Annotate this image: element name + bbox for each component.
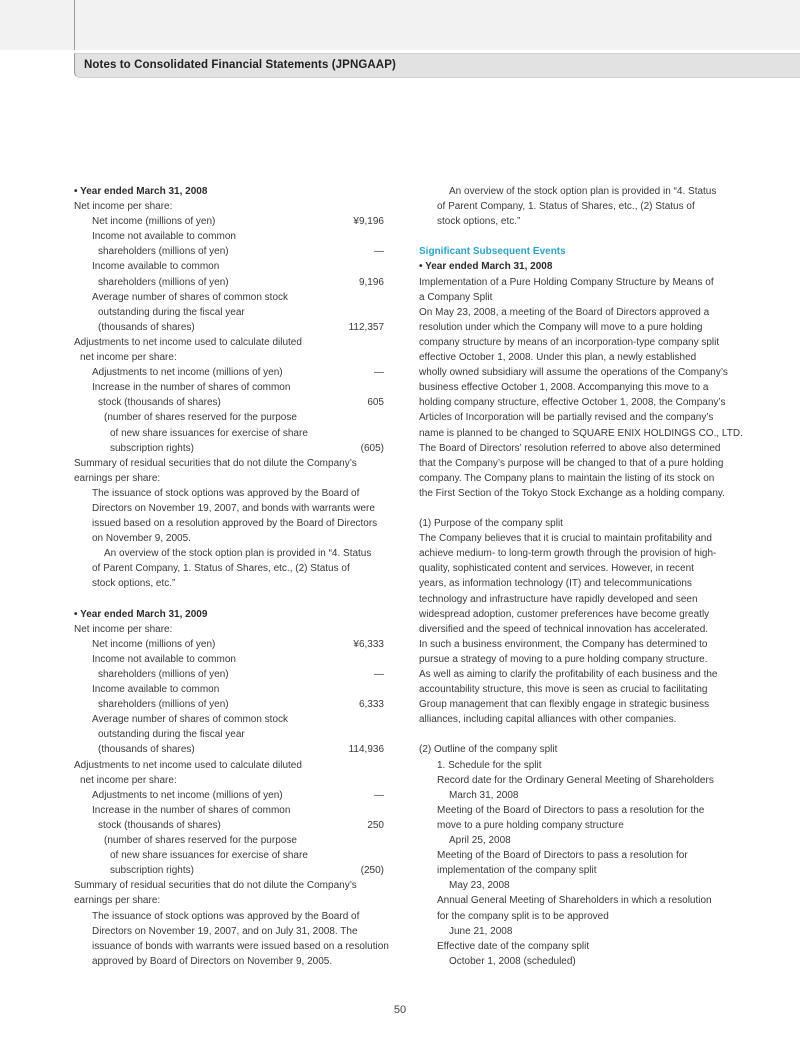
- left-line: [74, 833, 384, 848]
- left-column: [74, 184, 389, 969]
- line-text: In such a business environment, the Company has determined to: [419, 638, 708, 650]
- right-line: [419, 561, 729, 576]
- line-text: accountability structure, this move is seen as crucial to facilitating: [419, 684, 708, 696]
- left-line: [74, 561, 384, 576]
- line-text: Income not available to common: [92, 653, 236, 665]
- line-text: Annual General Meeting of Shareholders in which a resolution: [437, 895, 712, 907]
- right-line: [419, 803, 729, 818]
- right-line: [419, 592, 729, 607]
- right-line: [419, 622, 729, 637]
- line-text: Income not available to common: [92, 231, 236, 243]
- line-text: The Company believes that it is crucial to maintain profitability and: [419, 533, 712, 545]
- left-line: [74, 803, 384, 818]
- line-value: ¥6,333: [353, 638, 384, 650]
- line-text: Directors on November 19, 2007, and bonds with warrants were: [92, 502, 375, 514]
- line-text: 1. Schedule for the split: [437, 759, 542, 771]
- line-value: —: [374, 367, 384, 379]
- line-text: Net income (millions of yen): [92, 638, 216, 650]
- line-text: diversified and the speed of technical innovation has accelerated.: [419, 623, 709, 635]
- right-line: [419, 335, 729, 350]
- left-line: [74, 909, 384, 924]
- right-line: [419, 546, 729, 561]
- right-line: [419, 350, 729, 365]
- page-number: 50: [393, 1004, 407, 1016]
- line-text: Effective date of the company split: [437, 940, 590, 952]
- left-line: [74, 441, 384, 456]
- left-line: [74, 365, 384, 380]
- line-text: (thousands of shares): [98, 321, 195, 333]
- right-line: [419, 486, 729, 501]
- line-text: Income available to common: [92, 684, 220, 696]
- line-text: An overview of the stock option plan is provided in “4. Status: [449, 186, 717, 197]
- right-line: [419, 199, 729, 214]
- left-line: [74, 380, 384, 395]
- right-line: [419, 637, 729, 652]
- right-line: [419, 893, 729, 908]
- left-line: [74, 516, 384, 531]
- left-line: [74, 275, 384, 290]
- line-text: October 1, 2008 (scheduled): [449, 955, 576, 967]
- right-line: [419, 516, 729, 531]
- top-band: [0, 0, 800, 50]
- line-text: Adjustments to net income used to calculate diluted: [74, 759, 302, 771]
- line-text: Directors on November 19, 2007, and on July 31, 2008. The: [92, 925, 358, 937]
- line-text: outstanding during the fiscal year: [98, 306, 245, 318]
- right-line: [419, 742, 729, 757]
- right-line: [419, 380, 729, 395]
- line-text: The issuance of stock options was approved by the Board of: [92, 487, 360, 499]
- line-text: Average number of shares of common stock: [92, 291, 289, 303]
- left-line: [74, 697, 384, 712]
- right-column: [419, 184, 743, 969]
- line-text: implementation of the company split: [437, 865, 597, 877]
- left-line: [74, 863, 384, 878]
- line-text: a Company Split: [419, 291, 493, 303]
- left-line: [74, 456, 384, 471]
- line-text: of new share issuances for exercise of share: [110, 850, 308, 862]
- left-line: [74, 727, 384, 742]
- line-text: Net income per share:: [74, 201, 173, 213]
- line-value: 605: [367, 397, 384, 409]
- right-line: [419, 682, 729, 697]
- right-line: [419, 214, 729, 229]
- line-text: Meeting of the Board of Directors to pass a resolution for: [437, 850, 688, 862]
- line-text: March 31, 2008: [449, 789, 519, 801]
- left-line: [74, 758, 384, 773]
- right-line: [419, 954, 729, 969]
- line-text: Income available to common: [92, 261, 220, 273]
- line-text: that the Company’s purpose will be changed to that of a pure holding: [419, 457, 724, 469]
- left-line: [74, 818, 384, 833]
- right-line: [419, 365, 729, 380]
- left-line: [74, 788, 384, 803]
- left-line: [74, 501, 384, 516]
- line-text: approved by Board of Directors on November 9, 2005.: [92, 955, 333, 967]
- line-text: Net income (millions of yen): [92, 216, 216, 228]
- line-value: (250): [360, 865, 384, 877]
- left-line: [74, 259, 384, 274]
- left-line: [74, 893, 384, 908]
- line-text: stock options, etc.”: [437, 216, 521, 228]
- right-line: [419, 320, 729, 335]
- line-text: move to a pure holding company structure: [437, 819, 624, 831]
- right-line: [419, 727, 729, 742]
- line-text: Summary of residual securities that do not dilute the Company’s: [74, 457, 357, 469]
- line-text: net income per share:: [80, 352, 177, 364]
- line-text: (thousands of shares): [98, 744, 195, 756]
- line-value: 9,196: [358, 276, 384, 288]
- line-text: shareholders (millions of yen): [98, 276, 229, 288]
- right-line: [419, 456, 729, 471]
- right-line: [419, 863, 729, 878]
- right-line: [419, 531, 729, 546]
- line-text: (1) Purpose of the company split: [419, 518, 563, 530]
- line-text: • Year ended March 31, 2009: [74, 608, 208, 620]
- right-line: [419, 410, 729, 425]
- left-line: [74, 229, 384, 244]
- left-line: [74, 471, 384, 486]
- line-text: of new share issuances for exercise of share: [110, 427, 308, 439]
- left-line: [74, 773, 384, 788]
- left-line: [74, 622, 384, 637]
- line-text: technology and infrastructure have rapidly developed and seen: [419, 593, 698, 605]
- line-text: subscription rights): [110, 442, 194, 454]
- left-line: [74, 878, 384, 893]
- line-text: May 23, 2008: [449, 880, 510, 892]
- line-text: Adjustments to net income (millions of yen): [92, 789, 283, 801]
- left-line: [74, 667, 384, 682]
- left-line: [74, 410, 384, 425]
- left-line: [74, 426, 384, 441]
- line-value: ¥9,196: [353, 216, 384, 228]
- line-text: shareholders (millions of yen): [98, 246, 229, 258]
- right-line: [419, 244, 729, 259]
- line-text: alliances, including capital alliances with other companies.: [419, 714, 677, 726]
- line-text: Meeting of the Board of Directors to pass a resolution for the: [437, 804, 705, 816]
- line-text: • Year ended March 31, 2008: [419, 261, 553, 273]
- line-text: stock (thousands of shares): [98, 397, 221, 409]
- line-text: earnings per share:: [74, 895, 161, 907]
- line-text: of Parent Company, 1. Status of Shares, etc., (2) Status of: [92, 563, 350, 575]
- left-line: [74, 652, 384, 667]
- line-text: holding company structure, effective October 1, 2008, the Company’s: [419, 397, 726, 409]
- left-line: [74, 214, 384, 229]
- line-value: —: [374, 669, 384, 680]
- line-text: Group management that can flexibly engage in strategic business: [419, 699, 710, 711]
- line-text: company. The Company plans to maintain the listing of its stock on: [419, 472, 715, 484]
- line-value: 6,333: [358, 699, 384, 711]
- right-line: [419, 758, 729, 773]
- right-line: [419, 395, 729, 410]
- line-text: shareholders (millions of yen): [98, 669, 229, 680]
- line-text: The issuance of stock options was approved by the Board of: [92, 910, 360, 922]
- line-value: 112,357: [348, 321, 384, 333]
- right-line: [419, 909, 729, 924]
- left-line: [74, 184, 384, 199]
- line-text: pursue a strategy of moving to a pure holding company structure.: [419, 653, 708, 665]
- header-rule: [74, 0, 75, 50]
- section-header-bar: [74, 53, 800, 78]
- right-line: [419, 305, 729, 320]
- line-text: business effective October 1, 2008. Accompanying this move to a: [419, 382, 709, 394]
- left-line: [74, 924, 384, 939]
- line-text: issued based on a resolution approved by the Board of Directors: [92, 518, 378, 530]
- right-line: [419, 259, 729, 274]
- line-text: earnings per share:: [74, 472, 161, 484]
- line-text: net income per share:: [80, 774, 177, 786]
- line-text: widespread adoption, customer preferences have become greatly: [419, 608, 710, 620]
- line-text: (number of shares reserved for the purpose: [104, 835, 297, 847]
- line-text: name is planned to be changed to SQUARE ENIX HOLDINGS CO., LTD.: [419, 427, 743, 439]
- line-text: Increase in the number of shares of common: [92, 804, 291, 816]
- line-text: company structure by means of an incorporation-type company split: [419, 336, 720, 348]
- line-text: April 25, 2008: [449, 835, 511, 847]
- line-value: 114,936: [348, 744, 384, 756]
- line-text: achieve medium- to long-term growth through the provision of high-: [419, 548, 717, 560]
- right-line: [419, 652, 729, 667]
- left-line: [74, 244, 384, 259]
- line-text: of Parent Company, 1. Status of Shares, etc., (2) Status of: [437, 201, 695, 213]
- right-line: [419, 441, 729, 456]
- right-line: [419, 426, 743, 441]
- right-line: [419, 471, 729, 486]
- line-value: —: [374, 246, 384, 258]
- right-line: [419, 290, 729, 305]
- line-text: Record date for the Ordinary General Meeting of Shareholders: [437, 774, 714, 786]
- right-line: [419, 878, 729, 893]
- left-line: [74, 637, 384, 652]
- left-line: [74, 592, 384, 607]
- left-line: [74, 848, 384, 863]
- line-text: As well as aiming to clarify the profitability of each business and the: [419, 669, 718, 680]
- line-text: effective October 1, 2008. Under this plan, a newly established: [419, 352, 697, 364]
- right-line: [419, 939, 729, 954]
- line-text: quality, sophisticated content and services. However, in recent: [419, 563, 694, 575]
- line-text: shareholders (millions of yen): [98, 699, 229, 711]
- right-line: [419, 667, 729, 682]
- line-text: Increase in the number of shares of common: [92, 382, 291, 394]
- right-line: [419, 697, 729, 712]
- left-line: [74, 395, 384, 410]
- right-line: [419, 773, 729, 788]
- line-text: Implementation of a Pure Holding Company Structure by Means of: [419, 276, 714, 288]
- left-line: [74, 199, 384, 214]
- line-text: stock options, etc.”: [92, 578, 176, 590]
- line-text: years, as information technology (IT) and telecommunications: [419, 578, 692, 590]
- left-line: [74, 607, 384, 622]
- line-text: Net income per share:: [74, 623, 173, 635]
- left-line: [74, 682, 384, 697]
- line-text: issuance of bonds with warrants were issued based on a resolution: [92, 940, 389, 952]
- line-text: stock (thousands of shares): [98, 819, 221, 831]
- line-text: On May 23, 2008, a meeting of the Board of Directors approved a: [419, 306, 710, 318]
- left-line: [74, 742, 384, 757]
- line-text: June 21, 2008: [449, 925, 513, 937]
- line-text: for the company split is to be approved: [437, 910, 609, 922]
- line-text: An overview of the stock option plan is provided in “4. Status: [104, 548, 372, 560]
- left-line: [74, 350, 384, 365]
- page-title: Notes to Consolidated Financial Statements (JPNGAAP): [84, 59, 396, 71]
- left-line: [74, 531, 384, 546]
- line-value: —: [374, 789, 384, 801]
- line-text: Significant Subsequent Events: [419, 246, 566, 258]
- line-text: (number of shares reserved for the purpose: [104, 412, 297, 424]
- right-line: [419, 501, 729, 516]
- right-line: [419, 275, 729, 290]
- line-text: Average number of shares of common stock: [92, 714, 289, 726]
- left-line: [74, 305, 384, 320]
- line-text: Summary of residual securities that do not dilute the Company’s: [74, 880, 357, 892]
- right-line: [419, 229, 729, 244]
- right-line: [419, 712, 729, 727]
- line-text: subscription rights): [110, 865, 194, 877]
- left-line: [74, 939, 389, 954]
- right-line: [419, 607, 729, 622]
- line-text: Articles of Incorporation will be partially revised and the company’s: [419, 412, 714, 424]
- line-text: Adjustments to net income (millions of yen): [92, 367, 283, 379]
- line-text: wholly owned subsidiary will assume the operations of the Company’s: [419, 367, 728, 379]
- left-line: [74, 546, 384, 561]
- line-value: 250: [367, 819, 384, 831]
- line-text: on November 9, 2005.: [92, 533, 191, 545]
- line-text: (2) Outline of the company split: [419, 744, 558, 756]
- line-text: the First Section of the Tokyo Stock Exchange as a holding company.: [419, 487, 725, 499]
- line-text: Adjustments to net income used to calculate diluted: [74, 336, 302, 348]
- right-line: [419, 818, 729, 833]
- line-text: • Year ended March 31, 2008: [74, 186, 208, 197]
- left-line: [74, 712, 384, 727]
- left-line: [74, 486, 384, 501]
- right-line: [419, 924, 729, 939]
- left-line: [74, 576, 384, 591]
- left-line: [74, 320, 384, 335]
- line-value: (605): [360, 442, 384, 454]
- line-text: outstanding during the fiscal year: [98, 729, 245, 741]
- left-line: [74, 290, 384, 305]
- right-line: [419, 833, 729, 848]
- right-line: [419, 576, 729, 591]
- right-line: [419, 788, 729, 803]
- left-line: [74, 954, 384, 969]
- line-text: resolution under which the Company will move to a pure holding: [419, 321, 703, 333]
- right-line: [419, 848, 729, 863]
- line-text: The Board of Directors’ resolution referred to above also determined: [419, 442, 721, 454]
- right-line: [419, 184, 729, 199]
- left-line: [74, 335, 384, 350]
